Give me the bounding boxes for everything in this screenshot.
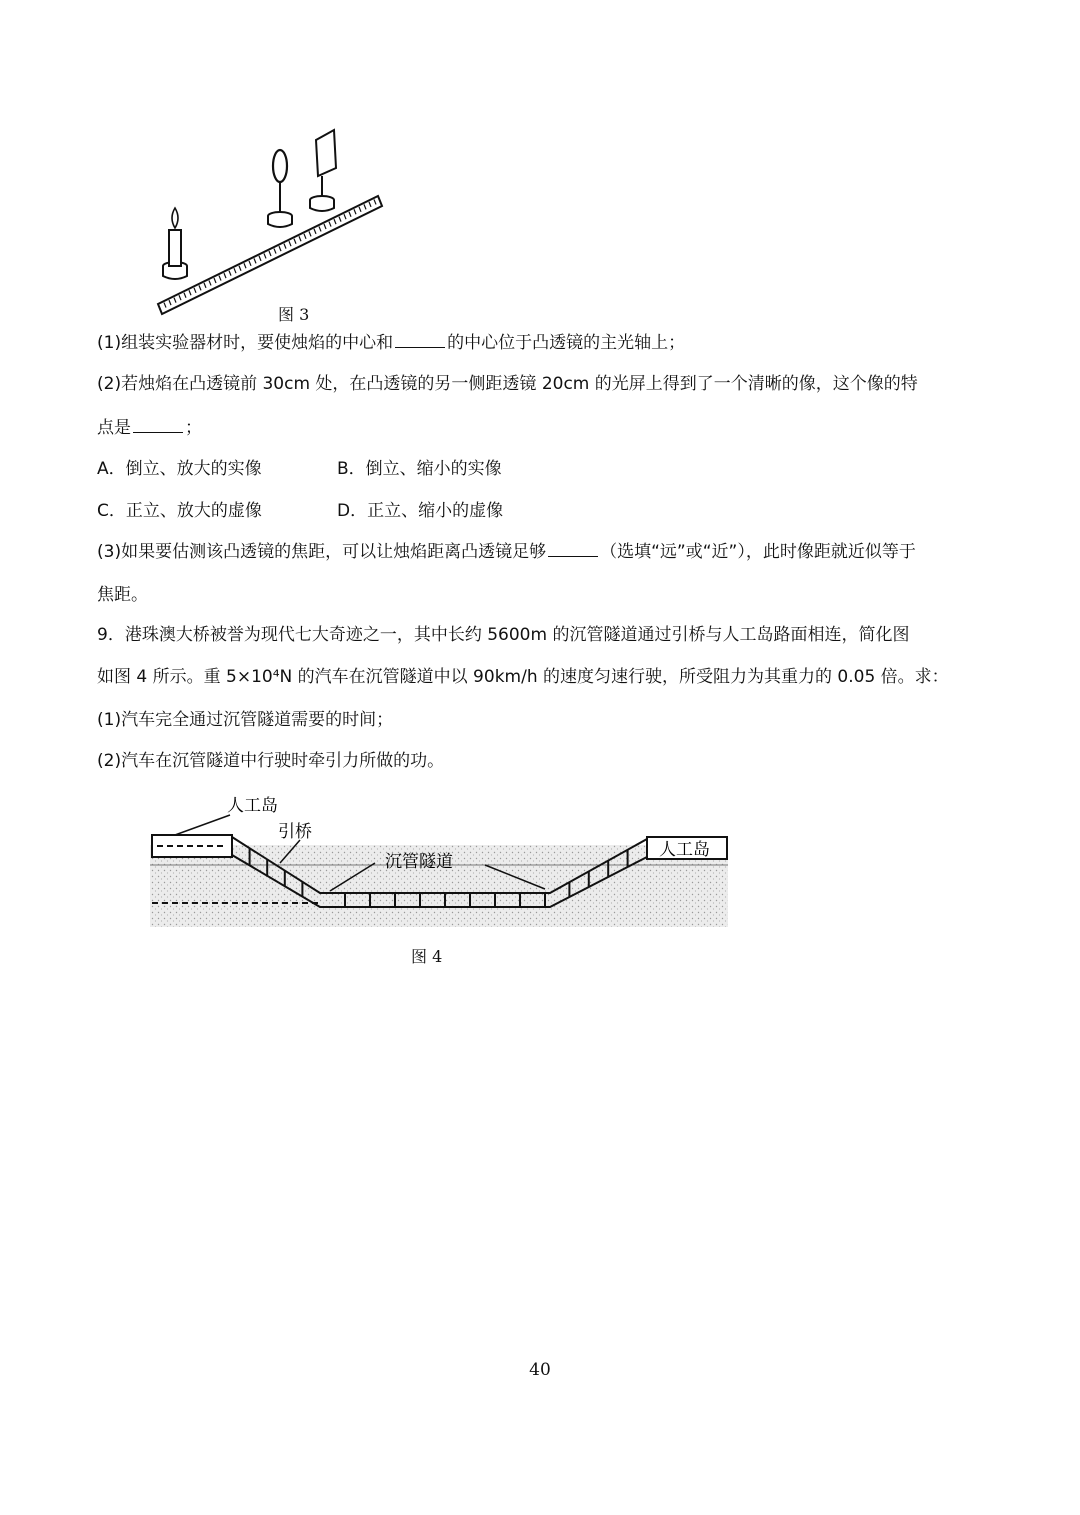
figure-3-caption: 图 3 (278, 305, 310, 324)
q8-part2-line1: (2)若烛焰在凸透镜前 30cm 处，在凸透镜的另一侧距透镜 20cm 的光屏上得到了一个清晰的像，这个像的特 (97, 374, 918, 394)
label-bridge: 引桥 (278, 822, 312, 842)
convex-lens-icon (268, 150, 292, 227)
answer-blank-1[interactable] (395, 331, 445, 348)
q9-sub1: (1)汽车完全通过沉管隧道需要的时间； (97, 710, 394, 730)
label-island-left: 人工岛 (227, 796, 278, 816)
page-number: 40 (529, 1360, 551, 1380)
option-c: C．正立、放大的虚像 (97, 501, 262, 521)
option-d: D．正立、缩小的虚像 (337, 501, 504, 521)
option-b: B．倒立、缩小的实像 (337, 459, 502, 479)
q8-part3: (3)如果要估测该凸透镜的焦距，可以让烛焰距离凸透镜足够 （选填“远”或“近”），此时像距就近似等于 (97, 542, 916, 562)
q9-sub2: (2)汽车在沉管隧道中行驶时牵引力所做的功。 (97, 751, 445, 771)
answer-blank-3[interactable] (548, 540, 598, 557)
label-island-right: 人工岛 (659, 840, 710, 860)
figure-4 (145, 785, 745, 935)
q9-line2: 如图 4 所示。重 5×10⁴N 的汽车在沉管隧道中以 90km/h 的速度匀速行驶，所受阻力为其重力的 0.05 倍。求： (97, 667, 949, 687)
q8-options-row2 (97, 499, 1000, 523)
q8-part3-line2: 焦距。 (97, 585, 148, 605)
light-screen-icon (310, 130, 336, 211)
figure-4-caption: 图 4 (411, 947, 443, 966)
option-a: A．倒立、放大的实像 (97, 459, 262, 479)
q8-part2-line2: 点是 ； (97, 418, 202, 438)
figure-3 (150, 120, 390, 320)
label-tunnel: 沉管隧道 (385, 852, 453, 872)
answer-blank-2[interactable] (133, 416, 183, 433)
q8-part1: (1)组装实验器材时，要使烛焰的中心和 的中心位于凸透镜的主光轴上； (97, 333, 686, 353)
candle-icon (163, 208, 187, 279)
q8-options-row1 (97, 457, 1000, 481)
q9-line1: 9．港珠澳大桥被誉为现代七大奇迹之一，其中长约 5600m 的沉管隧道通过引桥与人工岛路面相连，简化图 (97, 625, 910, 645)
